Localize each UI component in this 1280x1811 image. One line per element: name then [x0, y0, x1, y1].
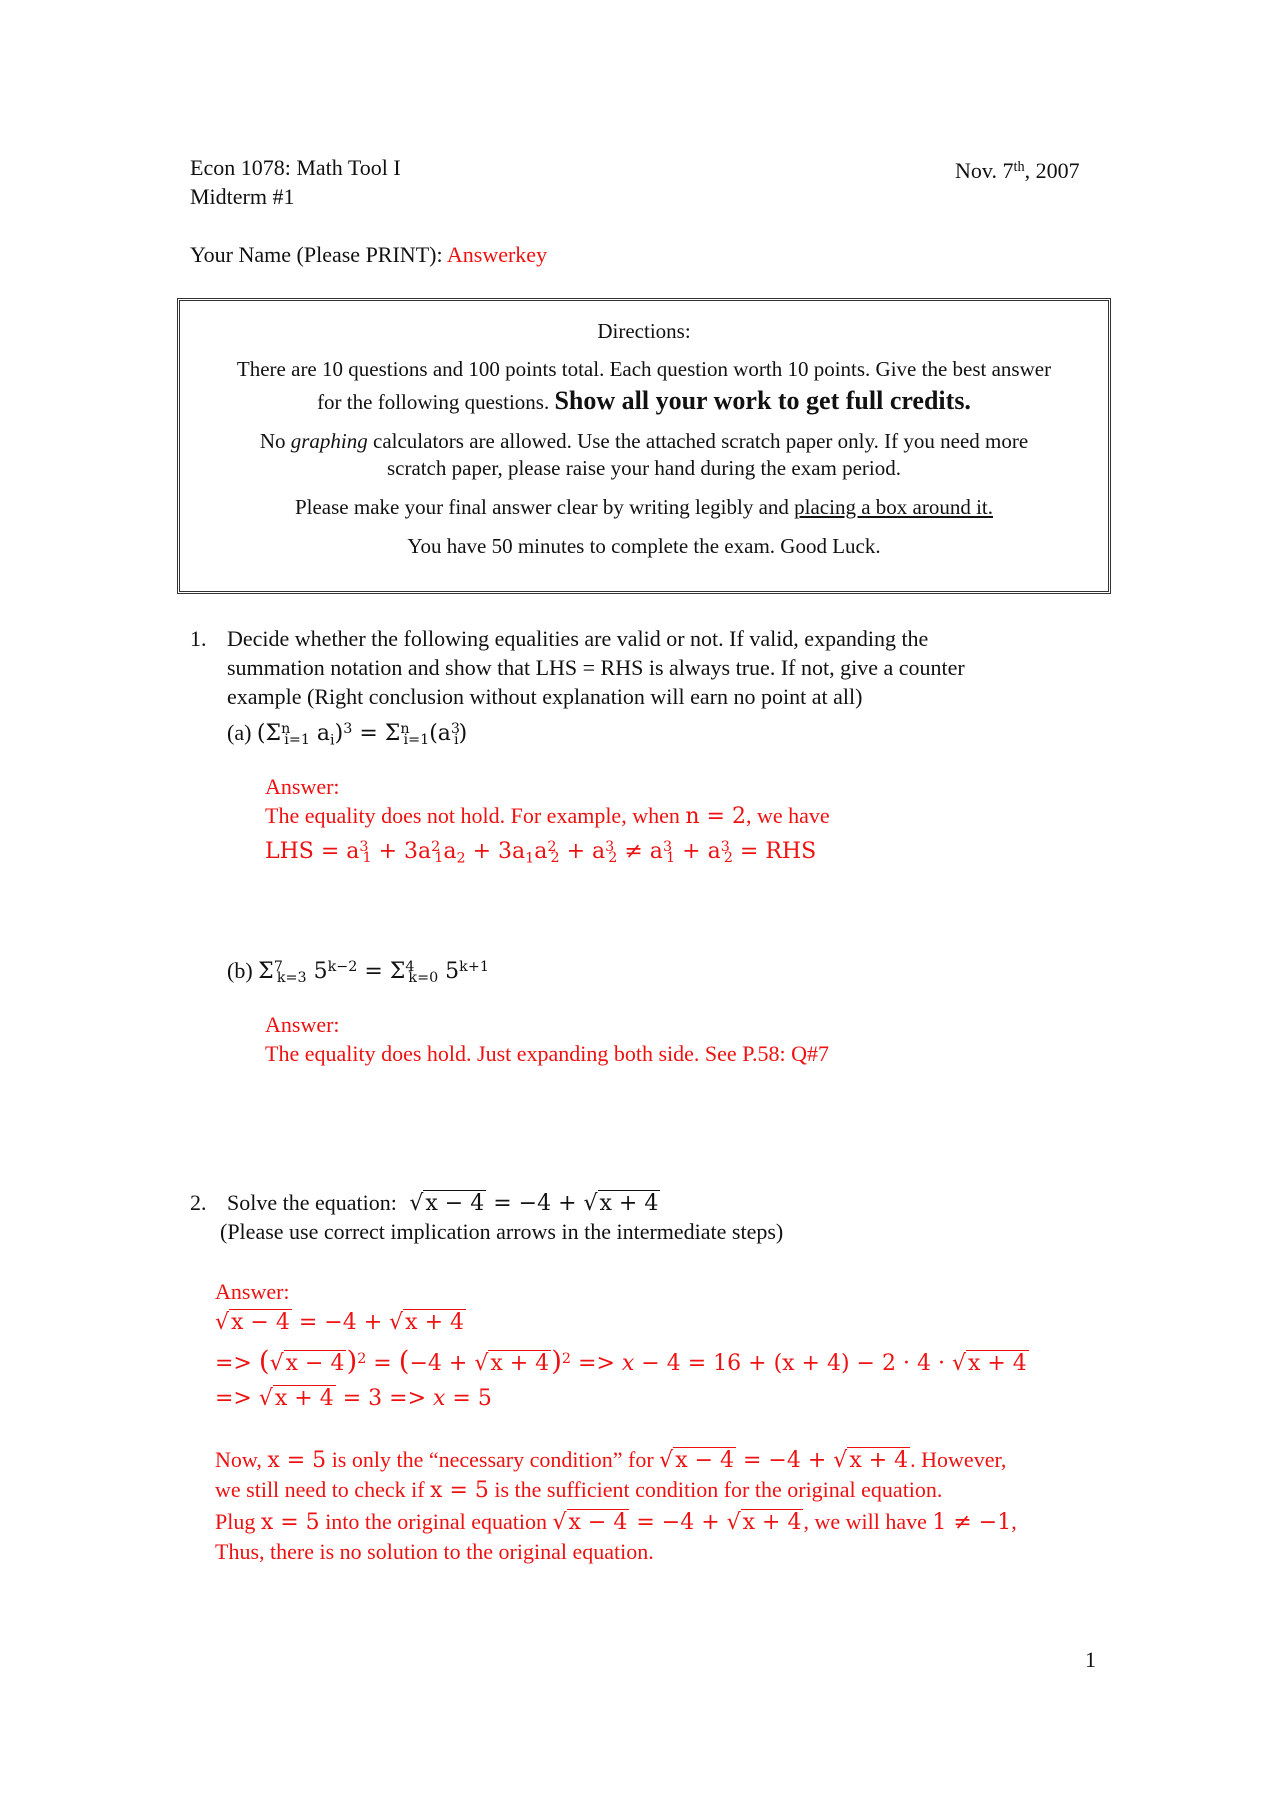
q2-statement: Solve the equation: √x − 4 = −4 + √x + 4	[227, 1190, 659, 1216]
q1a-answer-line1: The equality does not hold. For example, when n = 2, we have	[265, 803, 830, 829]
q1-text-line1: Decide whether the following equalities are valid or not. If valid, expanding the	[227, 626, 929, 651]
q2-conclusion-line3: Plug x = 5 into the original equation √x − 4 = −4 + √x + 4, we will have 1 ≠ −1,	[215, 1509, 1017, 1535]
directions-line1: There are 10 questions and 100 points total. Each question worth 10 points. Give the best answer	[236, 357, 1052, 381]
q1a-statement: (a) ($\Sigma^n_{i=1}$ $a_i)^3 = \Sigma^n_{i=1}(a^3_i)$	[227, 720, 468, 749]
name-line	[190, 240, 547, 269]
directions-line2: for the following questions. Show all your work to get full credits.	[317, 386, 971, 415]
q1-text-line2: summation notation and show that LHS = RHS is always true. If not, give a counter	[227, 655, 965, 680]
directions-title: Directions:	[597, 319, 691, 343]
q1-number: 1.	[190, 626, 207, 651]
q2-conclusion-line4: Thus, there is no solution to the original equation.	[215, 1539, 654, 1564]
directions-line4: scratch paper, please raise your hand during the exam period.	[386, 456, 902, 480]
page-number: 1	[1085, 1647, 1096, 1672]
directions-box	[177, 298, 1111, 594]
name-value: Answerkey	[446, 242, 548, 267]
q2-equation: √x − 4 = −4 + √x + 4	[409, 1191, 659, 1216]
course-title: Econ 1078: Math Tool I	[190, 155, 401, 180]
directions-line5: Please make your final answer clear by writing legibly and placing a box around it.	[294, 495, 994, 519]
q1a-answer-label: Answer:	[265, 774, 340, 799]
exam-title: Midterm #1	[190, 184, 295, 209]
q1a-equation: ($\Sigma^n_{i=1}$ $a_i)^3 = \Sigma^n_{i=1}(a^3_i)$	[256, 721, 468, 749]
q2-step2: => $(√x - 4)^2 = (-4 + √x + 4)^2 => x - 4 = 16 + (x + 4) - 2 \cdot 4 \cdot √x + 4$	[215, 1345, 1027, 1378]
q2-answer-label: Answer:	[215, 1279, 290, 1304]
name-label: Your Name (Please PRINT):	[190, 242, 443, 267]
exam-date: Nov. 7th, 2007	[955, 158, 1080, 184]
q1b-statement: (b) $\Sigma^7_{k=3}$ $5^{k-2} = \Sigma^4_{k=0}$ $5^{k+1}$	[227, 958, 489, 987]
q2-conclusion-line1: Now, x = 5 is only the “necessary condition” for √x − 4 = −4 + √x + 4. However,	[215, 1447, 1007, 1473]
q1b-answer: The equality does hold. Just expanding both side. See P.58: Q#7	[265, 1041, 829, 1066]
q1-text-line3: example (Right conclusion without explanation will earn no point at all)	[227, 684, 863, 709]
q1b-equation: $\Sigma^7_{k=3}$ $5^{k-2} = \Sigma^4_{k=0}$ $5^{k+1}$	[258, 959, 489, 987]
q2-instruction: (Please use correct implication arrows in the intermediate steps)	[220, 1219, 784, 1244]
q1a-answer-equation: LHS = $a^3_1 + 3a^2_1a_2 + 3a_1a^2_2 + a^3_2 \ne a^3_1 + a^3_2$ = RHS	[265, 839, 817, 867]
directions-line6: You have 50 minutes to complete the exam. Good Luck.	[407, 534, 881, 558]
q2-number: 2.	[190, 1190, 207, 1215]
q2-step1: √x − 4 = −4 + √x + 4	[215, 1310, 464, 1335]
q1b-answer-label: Answer:	[265, 1012, 340, 1037]
q2-step3: => √x + 4 = 3 => x = 5	[215, 1386, 492, 1411]
directions-line3: No graphing calculators are allowed. Use the attached scratch paper only. If you need more	[259, 429, 1029, 453]
q2-conclusion-line2: we still need to check if x = 5 is the sufficient condition for the original equation.	[215, 1477, 943, 1503]
